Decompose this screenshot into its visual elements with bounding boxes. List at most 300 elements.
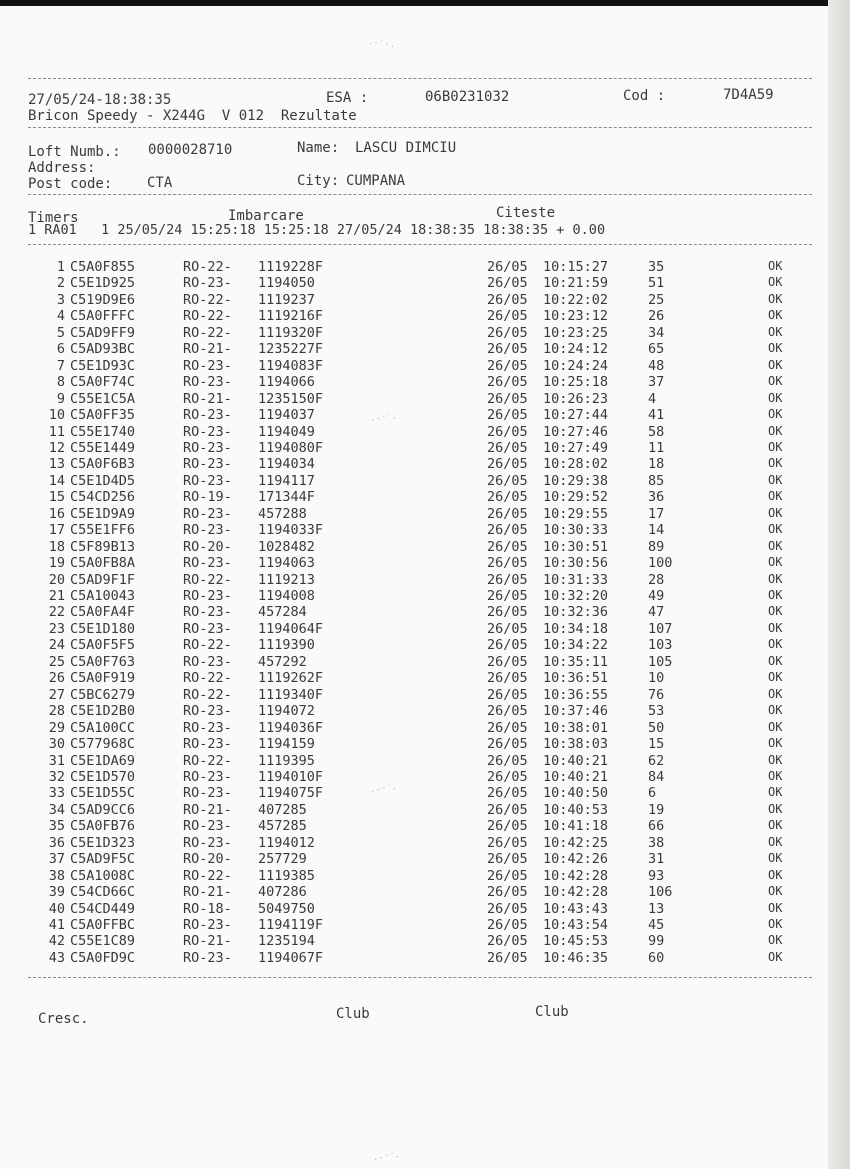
bird-value: 26 <box>648 308 665 325</box>
bird-value: 76 <box>648 686 665 703</box>
ring-number: 457284 <box>258 604 307 621</box>
result-row <box>0 802 828 818</box>
ring-prefix: RO-23- <box>183 703 232 720</box>
ring-number: 1119395 <box>258 752 315 769</box>
ring-code: C5F89B13 <box>70 538 136 555</box>
arrival-time: 10:29:38 <box>543 472 609 489</box>
arrival-time: 10:24:12 <box>543 341 609 358</box>
row-index: 12 <box>48 439 65 456</box>
ring-number: 457285 <box>258 818 307 835</box>
ring-number: 1194008 <box>258 588 315 604</box>
result-row <box>0 785 828 801</box>
status-ok: OK <box>768 291 783 306</box>
row-index: 38 <box>48 867 65 884</box>
club-label-second: Club <box>535 1004 569 1020</box>
bird-value: 37 <box>648 374 665 391</box>
scan-right-edge <box>828 0 850 1169</box>
arrival-time: 10:42:26 <box>543 851 609 868</box>
arrival-time: 10:40:21 <box>543 768 609 785</box>
ring-prefix: RO-23- <box>183 505 232 522</box>
timer-line: 1 RA01 1 25/05/24 15:25:18 15:25:18 27/05/24 18:38:35 18:38:35 + 0.00 <box>28 222 606 238</box>
ring-number: 1119228F <box>258 259 324 275</box>
row-index: 14 <box>48 472 65 489</box>
arrival-time: 10:21:59 <box>543 275 609 292</box>
bird-value: 36 <box>648 489 665 506</box>
arrival-time: 10:30:56 <box>543 555 609 572</box>
ring-prefix: RO-21- <box>183 933 232 950</box>
bird-value: 47 <box>648 604 665 621</box>
arrival-date: 26/05 <box>487 785 528 802</box>
arrival-date: 26/05 <box>487 390 528 407</box>
row-index: 41 <box>48 917 65 933</box>
scan-smudge: .-⁻˙· <box>370 414 398 424</box>
ring-prefix: RO-23- <box>183 555 232 572</box>
bird-value: 103 <box>648 637 673 654</box>
ring-number: 1119237 <box>258 291 315 308</box>
ring-prefix: RO-23- <box>183 407 232 424</box>
arrival-date: 26/05 <box>487 768 528 785</box>
arrival-time: 10:40:50 <box>543 785 609 802</box>
ring-number: 1119213 <box>258 571 315 588</box>
ring-code: C5E1D9A9 <box>70 505 136 522</box>
row-index: 10 <box>48 407 65 424</box>
ring-code: C5AD9F1F <box>70 571 136 588</box>
result-row <box>0 555 828 571</box>
status-ok: OK <box>768 653 783 668</box>
city-value: CUMPANA <box>346 173 406 189</box>
row-index: 7 <box>56 357 65 374</box>
ring-number: 1119390 <box>258 637 315 654</box>
cresc-label: Cresc. <box>38 1011 89 1027</box>
ring-code: C577968C <box>70 736 136 753</box>
row-index: 5 <box>56 324 65 341</box>
row-index: 31 <box>48 752 65 769</box>
result-row <box>0 818 828 834</box>
arrival-time: 10:28:02 <box>543 456 609 473</box>
result-row <box>0 539 828 555</box>
ring-prefix: RO-23- <box>183 423 232 440</box>
arrival-time: 10:26:23 <box>543 390 609 407</box>
row-index: 3 <box>56 291 65 308</box>
bird-value: 107 <box>648 620 673 637</box>
bird-value: 60 <box>648 949 665 966</box>
arrival-time: 10:34:22 <box>543 637 609 654</box>
ring-code: C5A0FD9C <box>70 949 136 966</box>
ring-code: C5A0F74C <box>70 374 136 391</box>
arrival-time: 10:42:28 <box>543 867 609 884</box>
status-ok: OK <box>768 505 783 520</box>
arrival-time: 10:15:27 <box>543 259 609 275</box>
header-divider <box>28 127 812 128</box>
arrival-time: 10:31:33 <box>543 571 609 588</box>
owner-name: LASCU DIMCIU <box>355 140 457 156</box>
owner-divider <box>28 194 812 195</box>
header-top-divider <box>28 78 812 79</box>
status-ok: OK <box>768 736 783 751</box>
arrival-time: 10:46:35 <box>543 949 609 966</box>
arrival-time: 10:32:20 <box>543 588 609 604</box>
ring-prefix: RO-23- <box>183 374 232 391</box>
postcode-label: Post code: <box>28 176 113 192</box>
bird-value: 14 <box>648 522 665 539</box>
citeste-label: Citeste <box>496 205 556 221</box>
status-ok: OK <box>768 620 783 635</box>
ring-number: 1194034 <box>258 456 315 473</box>
result-row <box>0 572 828 588</box>
status-ok: OK <box>768 949 783 964</box>
result-row <box>0 621 828 637</box>
ring-prefix: RO-22- <box>183 867 232 884</box>
ring-code: C5AD9CC6 <box>70 801 136 818</box>
bird-value: 11 <box>648 439 665 456</box>
status-ok: OK <box>768 851 783 866</box>
row-index: 32 <box>48 768 65 785</box>
status-ok: OK <box>768 917 783 931</box>
status-ok: OK <box>768 768 783 783</box>
row-index: 40 <box>48 900 65 917</box>
arrival-time: 10:29:52 <box>543 489 609 506</box>
ring-number: 1119320F <box>258 324 324 341</box>
result-row <box>0 720 828 736</box>
result-row <box>0 341 828 357</box>
row-index: 34 <box>48 801 65 818</box>
result-row <box>0 473 828 489</box>
timers-label: Timers <box>28 210 79 226</box>
bird-value: 10 <box>648 670 665 687</box>
name-label: Name: <box>297 140 340 156</box>
arrival-date: 26/05 <box>487 374 528 391</box>
bird-value: 35 <box>648 259 665 275</box>
arrival-date: 26/05 <box>487 703 528 720</box>
status-ok: OK <box>768 308 783 323</box>
result-row <box>0 308 828 324</box>
ring-prefix: RO-22- <box>183 670 232 687</box>
ring-number: 1119216F <box>258 308 324 325</box>
bird-value: 18 <box>648 456 665 473</box>
ring-number: 1194064F <box>258 620 324 637</box>
arrival-time: 10:22:02 <box>543 291 609 308</box>
status-ok: OK <box>768 489 783 504</box>
ring-code: C5AD93BC <box>70 341 136 358</box>
arrival-time: 10:27:49 <box>543 439 609 456</box>
row-index: 23 <box>48 620 65 637</box>
status-ok: OK <box>768 670 783 685</box>
status-ok: OK <box>768 407 783 422</box>
result-row <box>0 835 828 851</box>
status-ok: OK <box>768 884 783 899</box>
arrival-time: 10:43:54 <box>543 917 609 933</box>
ring-prefix: RO-23- <box>183 604 232 621</box>
arrival-time: 10:24:24 <box>543 357 609 374</box>
result-row <box>0 456 828 472</box>
arrival-date: 26/05 <box>487 719 528 736</box>
ring-number: 1194117 <box>258 472 315 489</box>
status-ok: OK <box>768 686 783 701</box>
ring-number: 1235150F <box>258 390 324 407</box>
ring-code: C5A0FF35 <box>70 407 136 424</box>
arrival-time: 10:38:01 <box>543 719 609 736</box>
row-index: 11 <box>48 423 65 440</box>
ring-code: C519D9E6 <box>70 291 136 308</box>
ring-prefix: RO-21- <box>183 801 232 818</box>
arrival-date: 26/05 <box>487 555 528 572</box>
row-index: 4 <box>56 308 65 325</box>
row-index: 19 <box>48 555 65 572</box>
ring-number: 1235227F <box>258 341 324 358</box>
row-index: 17 <box>48 522 65 539</box>
ring-code: C5E1DA69 <box>70 752 136 769</box>
city-label: City: <box>297 173 340 189</box>
loft-label: Loft Numb.: <box>28 144 121 160</box>
arrival-time: 10:42:25 <box>543 834 609 851</box>
ring-number: 1194075F <box>258 785 324 802</box>
imbarcare-label: Imbarcare <box>228 208 304 224</box>
result-row <box>0 670 828 686</box>
status-ok: OK <box>768 522 783 537</box>
arrival-time: 10:36:51 <box>543 670 609 687</box>
arrival-time: 10:45:53 <box>543 933 609 950</box>
arrival-date: 26/05 <box>487 407 528 424</box>
ring-number: 407286 <box>258 884 307 901</box>
row-index: 2 <box>56 275 65 292</box>
ring-number: 1194010F <box>258 768 324 785</box>
status-ok: OK <box>768 834 783 849</box>
status-ok: OK <box>768 785 783 800</box>
bird-value: 19 <box>648 801 665 818</box>
postcode-value: CTA <box>147 175 173 191</box>
ring-prefix: RO-22- <box>183 291 232 308</box>
ring-number: 1235194 <box>258 933 315 950</box>
arrival-time: 10:23:25 <box>543 324 609 341</box>
bird-value: 28 <box>648 571 665 588</box>
result-row <box>0 424 828 440</box>
ring-code: C5E1D925 <box>70 275 136 292</box>
ring-code: C5AD9F5C <box>70 851 136 868</box>
ring-code: C5A10043 <box>70 588 136 604</box>
bird-value: 25 <box>648 291 665 308</box>
ring-code: C55E1C5A <box>70 390 136 407</box>
arrival-date: 26/05 <box>487 686 528 703</box>
result-row <box>0 506 828 522</box>
status-ok: OK <box>768 341 783 356</box>
arrival-time: 10:34:18 <box>543 620 609 637</box>
ring-code: C5E1D323 <box>70 834 136 851</box>
row-index: 30 <box>48 736 65 753</box>
ring-prefix: RO-23- <box>183 456 232 473</box>
arrival-time: 10:29:55 <box>543 505 609 522</box>
row-index: 26 <box>48 670 65 687</box>
arrival-date: 26/05 <box>487 933 528 950</box>
ring-number: 1194033F <box>258 522 324 539</box>
ring-number: 1194159 <box>258 736 315 753</box>
cod-value: 7D4A59 <box>723 87 774 103</box>
ring-prefix: RO-23- <box>183 768 232 785</box>
bird-value: 53 <box>648 703 665 720</box>
ring-code: C54CD256 <box>70 489 136 506</box>
ring-prefix: RO-23- <box>183 588 232 604</box>
arrival-time: 10:23:12 <box>543 308 609 325</box>
status-ok: OK <box>768 538 783 553</box>
ring-prefix: RO-23- <box>183 834 232 851</box>
ring-number: 1119385 <box>258 867 315 884</box>
bird-value: 34 <box>648 324 665 341</box>
row-index: 8 <box>56 374 65 391</box>
ring-number: 1194036F <box>258 719 324 736</box>
ring-prefix: RO-20- <box>183 851 232 868</box>
arrival-time: 10:43:43 <box>543 900 609 917</box>
arrival-time: 10:41:18 <box>543 818 609 835</box>
row-index: 6 <box>56 341 65 358</box>
result-row <box>0 851 828 867</box>
row-index: 39 <box>48 884 65 901</box>
arrival-date: 26/05 <box>487 505 528 522</box>
result-row <box>0 901 828 917</box>
ring-prefix: RO-23- <box>183 653 232 670</box>
row-index: 16 <box>48 505 65 522</box>
ring-prefix: RO-19- <box>183 489 232 506</box>
bird-value: 84 <box>648 768 665 785</box>
ring-prefix: RO-23- <box>183 917 232 933</box>
arrival-date: 26/05 <box>487 538 528 555</box>
status-ok: OK <box>768 818 783 833</box>
result-row <box>0 917 828 933</box>
ring-code: C5A0F5F5 <box>70 637 136 654</box>
status-ok: OK <box>768 588 783 602</box>
ring-number: 1028482 <box>258 538 315 555</box>
status-ok: OK <box>768 752 783 767</box>
ring-prefix: RO-21- <box>183 390 232 407</box>
arrival-date: 26/05 <box>487 341 528 358</box>
ring-code: C5E1D93C <box>70 357 136 374</box>
arrival-time: 10:36:55 <box>543 686 609 703</box>
address-label: Address: <box>28 160 96 176</box>
arrival-date: 26/05 <box>487 489 528 506</box>
row-index: 33 <box>48 785 65 802</box>
status-ok: OK <box>768 900 783 915</box>
ring-prefix: RO-22- <box>183 637 232 654</box>
device-line: Bricon Speedy - X244G V 012 Rezultate <box>28 108 357 124</box>
row-index: 36 <box>48 834 65 851</box>
row-index: 20 <box>48 571 65 588</box>
bird-value: 31 <box>648 851 665 868</box>
arrival-date: 26/05 <box>487 423 528 440</box>
ring-prefix: RO-22- <box>183 259 232 275</box>
arrival-date: 26/05 <box>487 834 528 851</box>
result-row <box>0 654 828 670</box>
row-index: 43 <box>48 949 65 966</box>
bird-value: 51 <box>648 275 665 292</box>
arrival-date: 26/05 <box>487 324 528 341</box>
status-ok: OK <box>768 390 783 405</box>
status-ok: OK <box>768 555 783 570</box>
ring-code: C54CD66C <box>70 884 136 901</box>
ring-number: 1194012 <box>258 834 315 851</box>
row-index: 35 <box>48 818 65 835</box>
ring-number: 1194050 <box>258 275 315 292</box>
arrival-time: 10:32:36 <box>543 604 609 621</box>
arrival-date: 26/05 <box>487 439 528 456</box>
result-row <box>0 637 828 653</box>
ring-prefix: RO-20- <box>183 538 232 555</box>
arrival-time: 10:40:21 <box>543 752 609 769</box>
result-row <box>0 275 828 291</box>
arrival-date: 26/05 <box>487 259 528 275</box>
arrival-date: 26/05 <box>487 620 528 637</box>
bird-value: 62 <box>648 752 665 769</box>
bird-value: 105 <box>648 653 673 670</box>
esa-label: ESA : <box>326 90 369 106</box>
result-row <box>0 868 828 884</box>
row-index: 25 <box>48 653 65 670</box>
ring-code: C5E1D180 <box>70 620 136 637</box>
row-index: 28 <box>48 703 65 720</box>
result-row <box>0 736 828 752</box>
bird-value: 17 <box>648 505 665 522</box>
ring-code: C5A0F6B3 <box>70 456 136 473</box>
status-ok: OK <box>768 801 783 816</box>
result-row <box>0 325 828 341</box>
result-row <box>0 489 828 505</box>
arrival-time: 10:42:28 <box>543 884 609 901</box>
arrival-date: 26/05 <box>487 472 528 489</box>
cod-label: Cod : <box>623 88 666 104</box>
status-ok: OK <box>768 637 783 652</box>
arrival-date: 26/05 <box>487 275 528 292</box>
result-row <box>0 687 828 703</box>
ring-code: C5AD9FF9 <box>70 324 136 341</box>
arrival-date: 26/05 <box>487 604 528 621</box>
row-index: 22 <box>48 604 65 621</box>
bird-value: 100 <box>648 555 673 572</box>
arrival-date: 26/05 <box>487 571 528 588</box>
ring-code: C55E1C89 <box>70 933 136 950</box>
arrival-time: 10:25:18 <box>543 374 609 391</box>
scan-smudge: .-⁻˙· <box>370 785 398 795</box>
ring-number: 1119340F <box>258 686 324 703</box>
ring-code: C5A0F763 <box>70 653 136 670</box>
ring-code: C5A0FA4F <box>70 604 136 621</box>
ring-prefix: RO-23- <box>183 357 232 374</box>
ring-prefix: RO-23- <box>183 522 232 539</box>
club-label: Club <box>336 1006 370 1022</box>
result-row <box>0 259 828 275</box>
bird-value: 13 <box>648 900 665 917</box>
result-row <box>0 407 828 423</box>
bird-value: 50 <box>648 719 665 736</box>
arrival-date: 26/05 <box>487 357 528 374</box>
ring-code: C5E1D2B0 <box>70 703 136 720</box>
status-ok: OK <box>768 472 783 487</box>
arrival-date: 26/05 <box>487 818 528 835</box>
result-row <box>0 753 828 769</box>
ring-prefix: RO-23- <box>183 620 232 637</box>
arrival-date: 26/05 <box>487 308 528 325</box>
loft-number: 0000028710 <box>148 142 233 158</box>
ring-number: 171344F <box>258 489 315 506</box>
arrival-date: 26/05 <box>487 456 528 473</box>
ring-prefix: RO-23- <box>183 472 232 489</box>
arrival-date: 26/05 <box>487 653 528 670</box>
status-ok: OK <box>768 719 783 734</box>
ring-number: 1194066 <box>258 374 315 391</box>
ring-number: 1119262F <box>258 670 324 687</box>
row-index: 27 <box>48 686 65 703</box>
arrival-date: 26/05 <box>487 851 528 868</box>
arrival-time: 10:30:33 <box>543 522 609 539</box>
arrival-date: 26/05 <box>487 522 528 539</box>
ring-code: C55E1740 <box>70 423 136 440</box>
result-row <box>0 588 828 604</box>
